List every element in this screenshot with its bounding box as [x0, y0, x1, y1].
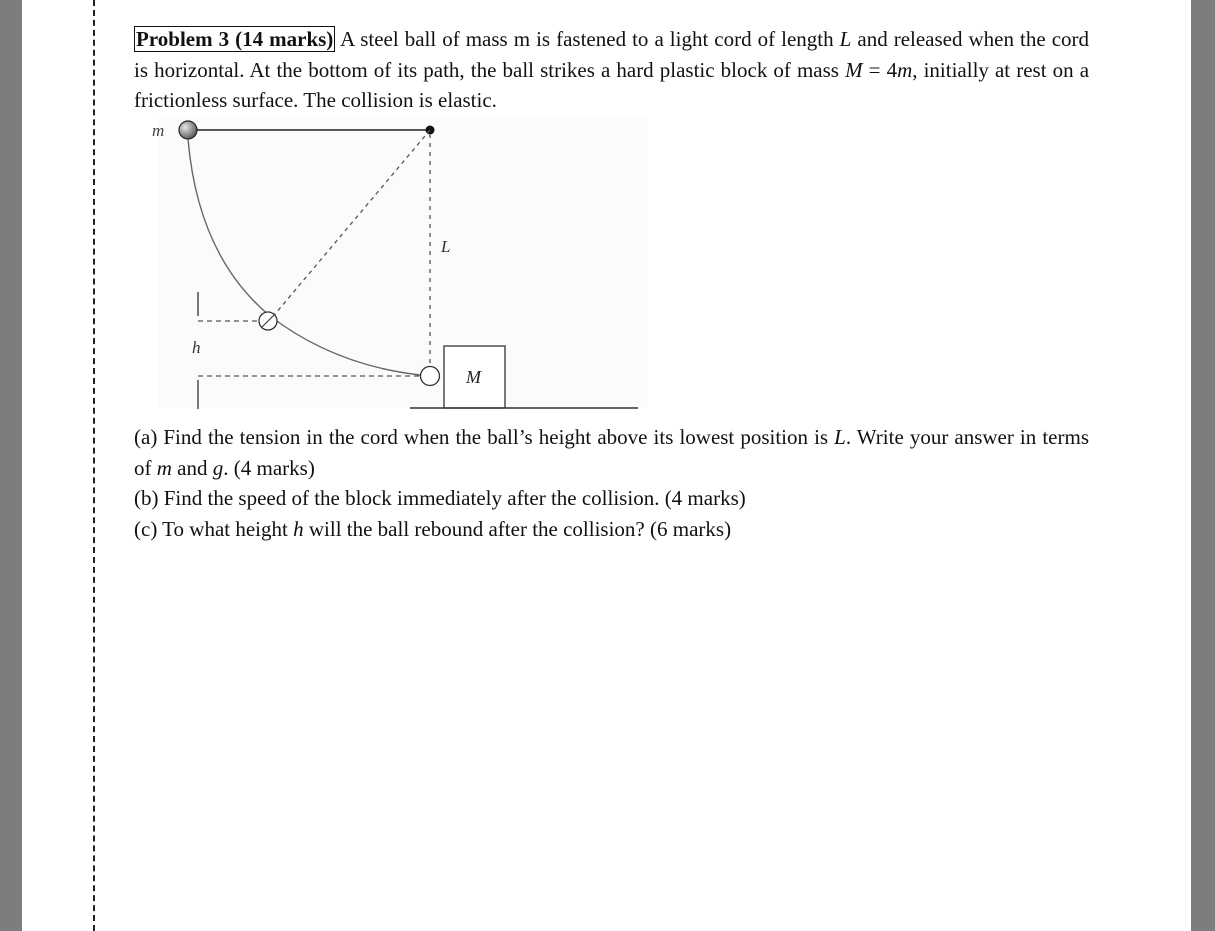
ball-initial-icon	[179, 121, 197, 139]
intro-text-3: , initially at rest on a frictionless surface. The collision is elastic.	[134, 57, 1090, 112]
questions-block	[134, 422, 1089, 544]
label-h: h	[192, 338, 201, 357]
intro-text-1: A steel ball of mass m is fastened to a light cord of length	[335, 27, 840, 51]
question-b: (b) Find the speed of the block immediately after the collision. (4 marks)	[134, 486, 746, 510]
question-a-text-1: (a) Find the tension in the cord when the ball’s height above its lowest position is	[134, 425, 835, 449]
ball-bottom-icon	[421, 367, 440, 386]
var-M: M	[845, 57, 863, 82]
question-c-text-1: (c) To what height	[134, 516, 294, 541]
label-m: m	[152, 121, 165, 140]
margin-dashed-line	[93, 0, 95, 931]
question-a-var-m: m	[156, 455, 172, 480]
question-c-var-h: h	[293, 516, 304, 541]
problem-statement	[134, 24, 1089, 116]
question-a-var-L: L	[834, 425, 846, 449]
figure-background	[158, 116, 648, 408]
problem-title: Problem 3 (14 marks)	[136, 27, 334, 51]
question-a-var-g: g	[212, 455, 224, 480]
question-c-text-2: will the ball rebound after the collision? (6 marks)	[303, 516, 732, 541]
intro-text-2: and released when the cord is horizontal. At the bottom of its path, the ball strikes a hard plastic block of mass	[134, 27, 1090, 82]
question-a-text-3: and	[171, 455, 213, 480]
label-L: L	[441, 237, 451, 256]
document-page	[22, 0, 1191, 931]
question-a-text-2: . Write your answer in terms of	[134, 425, 1089, 480]
var-m: m	[897, 57, 913, 82]
equation-text: = 4	[862, 57, 898, 82]
pendulum-diagram	[148, 116, 648, 416]
question-c	[134, 514, 1089, 545]
label-M: M	[466, 367, 481, 387]
question-a-text-4: . (4 marks)	[223, 455, 315, 480]
var-L: L	[839, 27, 852, 51]
question-a	[134, 422, 1089, 483]
